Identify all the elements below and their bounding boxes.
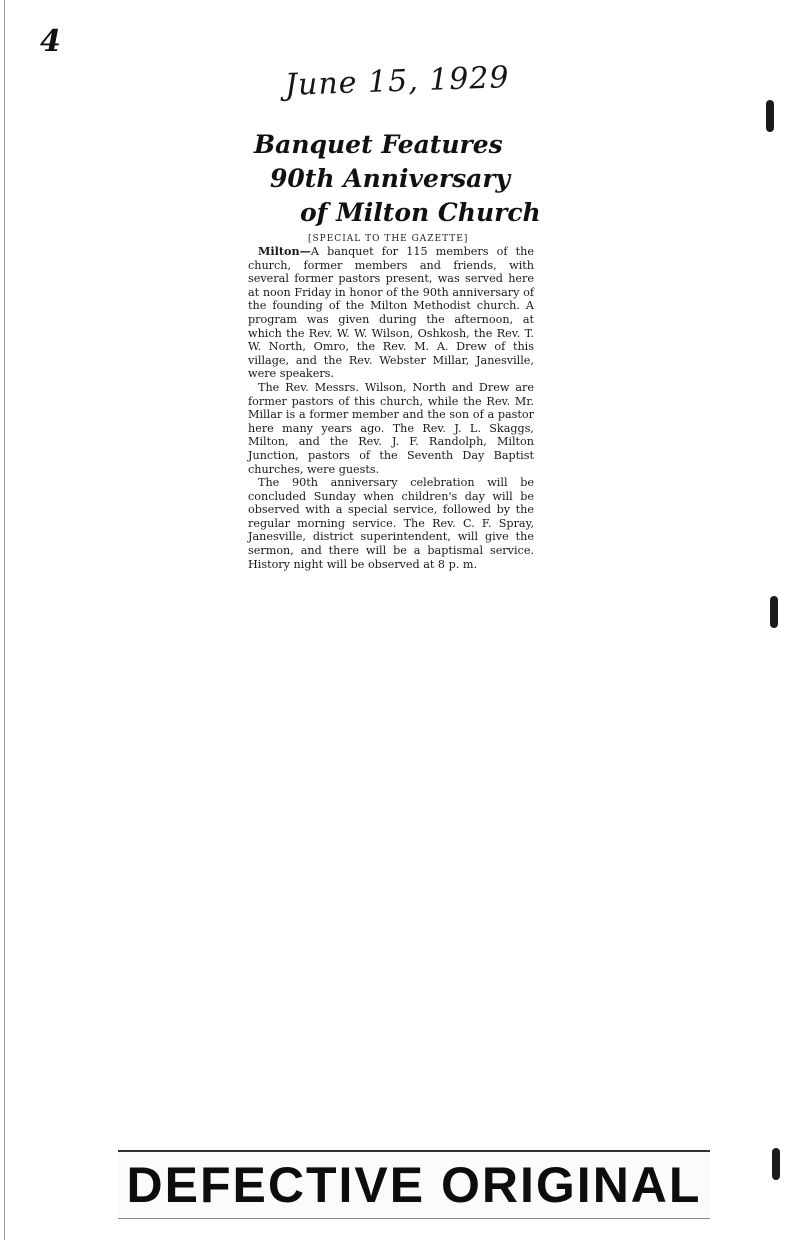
scan-margin-line xyxy=(4,0,5,1240)
article-body xyxy=(248,245,534,571)
paragraph-1-text: A banquet for 115 members of the church, former members and friends, with several former pastors present, was served here at noon Friday in honor of the 90th anniversary of the founding of the Milton Methodist church. A program was given during the afternoon, at which the Rev. W. W. Wilson, Oshkosh, the Rev. T. W. North, Omro, the Rev. M. A. Drew of this village, and the Rev. Webster Millar, Janesville, were speakers. xyxy=(248,245,534,381)
newspaper-clipping xyxy=(248,128,541,571)
stamp-text: DEFECTIVE ORIGINAL xyxy=(126,1157,702,1213)
article-paragraph-2: The Rev. Messrs. Wilson, North and Drew are former pastors of this church, while the Rev. Mr. Millar is a former member and the son of a pastor here many years ago. The Rev. J. L. Skaggs, Milton, and the Rev. J. F. Randolph, Milton Junction, pastors of the Seventh Day Baptist churches, were guests. xyxy=(248,380,534,476)
punch-hole-mark xyxy=(770,596,778,628)
punch-hole-mark xyxy=(772,1148,780,1180)
headline-line-3: of Milton Church xyxy=(300,198,541,227)
handwritten-date: June 15, 1929 xyxy=(284,60,511,103)
article-dateline: [SPECIAL TO THE GAZETTE] xyxy=(308,234,469,244)
article-paragraph-3: The 90th anniversary celebration will be concluded Sunday when children's day will be observed with a special service, followed by the regular morning service. The Rev. C. F. Spray, Janesville, district superintendent, will give the sermon, and there will be a baptismal service. History night will be observed at 8 p. m. xyxy=(248,476,534,571)
lead-word: Milton— xyxy=(258,244,311,258)
headline-line-1: Banquet Features xyxy=(254,130,503,159)
defective-original-stamp xyxy=(118,1150,710,1219)
headline-line-2: 90th Anniversary xyxy=(270,164,511,193)
page-number: 4 xyxy=(40,24,61,59)
article-paragraph-1 xyxy=(248,245,534,381)
punch-hole-mark xyxy=(766,100,774,132)
article-headline xyxy=(248,128,541,230)
